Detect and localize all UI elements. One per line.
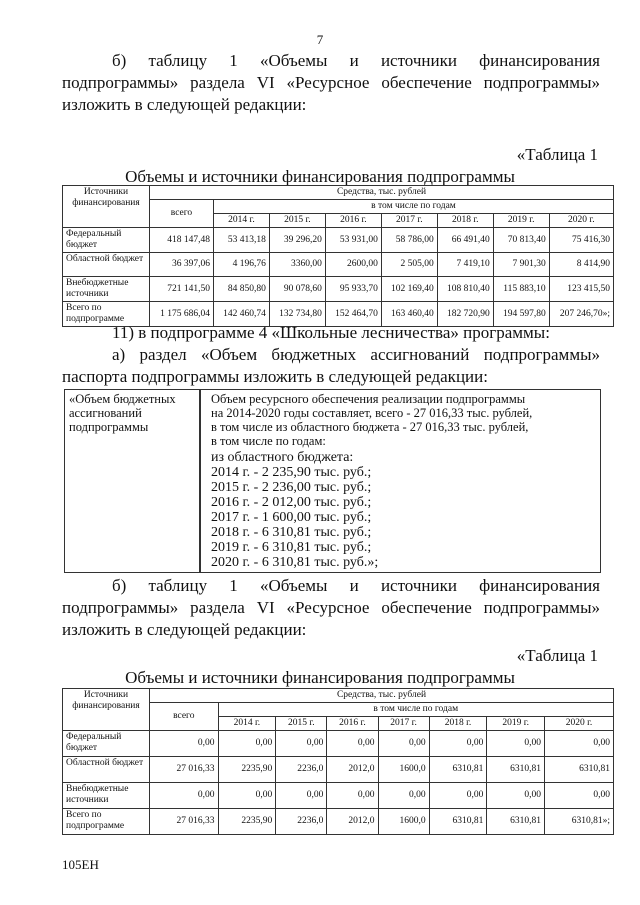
- value-cell: 0,00: [378, 783, 429, 809]
- year-header: 2019 г.: [487, 717, 545, 731]
- value-cell: 108 810,40: [437, 277, 493, 302]
- value-cell: 53 413,18: [213, 228, 269, 253]
- value-cell: 6310,81: [487, 809, 545, 835]
- value-cell: 2012,0: [327, 809, 378, 835]
- passport-label-cell: [64, 389, 200, 573]
- value-cell: 1600,0: [378, 809, 429, 835]
- table1-title: Объемы и источники финансирования подпрограммы: [125, 167, 515, 186]
- year-header: 2020 г.: [549, 214, 613, 228]
- table-row: [63, 228, 614, 253]
- passport-year: 2018 г. - 6 310,81 тыс. руб.;: [211, 525, 372, 540]
- value-cell: 4 196,76: [213, 253, 269, 277]
- year-header: 2015 г.: [276, 717, 327, 731]
- year-header: 2016 г.: [325, 214, 381, 228]
- table-row: [63, 731, 614, 757]
- value-cell: 95 933,70: [325, 277, 381, 302]
- value-cell: 6310,81: [487, 757, 545, 783]
- table1: [62, 185, 614, 327]
- value-cell: 115 883,10: [493, 277, 549, 302]
- passport-years: [211, 450, 590, 570]
- table-row: [63, 253, 614, 277]
- row-label: Внебюджетные источники: [63, 277, 150, 302]
- value-cell: 27 016,33: [150, 809, 219, 835]
- sources-header: Источники финансирования: [63, 689, 150, 731]
- value-cell: 194 597,80: [493, 302, 549, 327]
- value-cell: 2012,0: [327, 757, 378, 783]
- item-a-line1: а) раздел «Объем бюджетных ассигнований подпрограммы»: [112, 345, 600, 364]
- value-cell: 1 175 686,04: [150, 302, 214, 327]
- table-row: [63, 277, 614, 302]
- value-cell: 102 169,40: [381, 277, 437, 302]
- value-cell: 0,00: [218, 731, 276, 757]
- value-cell: 123 415,50: [549, 277, 613, 302]
- value-cell: 0,00: [487, 783, 545, 809]
- passport-year: 2016 г. - 2 012,00 тыс. руб.;: [211, 495, 372, 510]
- item-11: 11) в подпрограмме 4 «Школьные лесничества» программы:: [112, 323, 550, 342]
- value-cell: 0,00: [276, 783, 327, 809]
- table-row: [63, 783, 614, 809]
- year-header: 2014 г.: [213, 214, 269, 228]
- value-cell: 0,00: [429, 783, 487, 809]
- value-cell: 3360,00: [269, 253, 325, 277]
- year-header: 2020 г.: [545, 717, 614, 731]
- value-cell: 163 460,40: [381, 302, 437, 327]
- by-years-header: в том числе по годам: [213, 200, 613, 214]
- value-cell: 0,00: [276, 731, 327, 757]
- passport-year: 2017 г. - 1 600,00 тыс. руб.;: [211, 510, 372, 525]
- value-cell: 53 931,00: [325, 228, 381, 253]
- funds-header: Средства, тыс. рублей: [150, 689, 614, 703]
- value-cell: 0,00: [545, 731, 614, 757]
- table-row: [63, 809, 614, 835]
- value-cell: 66 491,40: [437, 228, 493, 253]
- paragraph-line: изложить в следующей редакции:: [62, 95, 307, 114]
- value-cell: 721 141,50: [150, 277, 214, 302]
- year-header: 2017 г.: [378, 717, 429, 731]
- paragraph-line: подпрограммы» раздела VI «Ресурсное обеспечение подпрограммы»: [62, 598, 600, 617]
- value-cell: 2235,90: [218, 757, 276, 783]
- year-header: 2017 г.: [381, 214, 437, 228]
- table1-label: «Таблица 1: [516, 145, 598, 164]
- passport-year: 2015 г. - 2 236,00 тыс. руб.;: [211, 480, 372, 495]
- value-cell: 75 416,30: [549, 228, 613, 253]
- table2-label: «Таблица 1: [516, 646, 598, 665]
- value-cell: 27 016,33: [150, 757, 219, 783]
- passport-sub: из областного бюджета:: [211, 450, 354, 465]
- value-cell: 2600,00: [325, 253, 381, 277]
- value-cell: 132 734,80: [269, 302, 325, 327]
- value-cell: 0,00: [327, 783, 378, 809]
- value-cell: 70 813,40: [493, 228, 549, 253]
- value-cell: 0,00: [218, 783, 276, 809]
- value-cell: 2 505,00: [381, 253, 437, 277]
- year-header: 2018 г.: [437, 214, 493, 228]
- by-years-header: в том числе по годам: [218, 703, 613, 717]
- total-header: всего: [150, 200, 214, 228]
- table2-title: Объемы и источники финансирования подпрограммы: [125, 668, 515, 687]
- value-cell: 0,00: [545, 783, 614, 809]
- value-cell: 152 464,70: [325, 302, 381, 327]
- total-header: всего: [150, 703, 219, 731]
- section-b-1-cont: [62, 72, 600, 116]
- value-cell: 182 720,90: [437, 302, 493, 327]
- sources-header: Источники финансирования: [63, 186, 150, 228]
- value-cell: 84 850,80: [213, 277, 269, 302]
- section-b-1: [112, 50, 600, 72]
- row-label: Областной бюджет: [63, 757, 150, 783]
- row-label: Всего по подпрограмме: [63, 809, 150, 835]
- section-b-2-cont: [62, 597, 600, 641]
- value-cell: 0,00: [378, 731, 429, 757]
- passport-text: Объем ресурсного обеспечения реализации подпрограммы: [211, 392, 526, 406]
- item-a: [112, 344, 600, 366]
- paragraph-line: подпрограммы» раздела VI «Ресурсное обеспечение подпрограммы»: [62, 73, 600, 92]
- passport-text: в том числе по годам:: [211, 434, 326, 448]
- year-header: 2018 г.: [429, 717, 487, 731]
- year-header: 2014 г.: [218, 717, 276, 731]
- value-cell: 207 246,70»;: [549, 302, 613, 327]
- passport-text: на 2014-2020 годы составляет, всего - 27 016,33 тыс. рублей,: [211, 406, 533, 420]
- row-label: Областной бюджет: [63, 253, 150, 277]
- value-cell: 142 460,74: [213, 302, 269, 327]
- year-header: 2015 г.: [269, 214, 325, 228]
- table-row: [63, 757, 614, 783]
- year-header: 2016 г.: [327, 717, 378, 731]
- value-cell: 36 397,06: [150, 253, 214, 277]
- value-cell: 39 296,20: [269, 228, 325, 253]
- value-cell: 0,00: [487, 731, 545, 757]
- value-cell: 2236,0: [276, 809, 327, 835]
- value-cell: 7 901,30: [493, 253, 549, 277]
- value-cell: 6310,81: [545, 757, 614, 783]
- paragraph-line: б) таблицу 1 «Объемы и источники финансирования: [112, 576, 600, 595]
- value-cell: 0,00: [327, 731, 378, 757]
- value-cell: 7 419,10: [437, 253, 493, 277]
- funds-header: Средства, тыс. рублей: [150, 186, 614, 200]
- value-cell: 0,00: [150, 783, 219, 809]
- value-cell: 2236,0: [276, 757, 327, 783]
- value-cell: 90 078,60: [269, 277, 325, 302]
- value-cell: 418 147,48: [150, 228, 214, 253]
- passport-text: в том числе из областного бюджета - 27 016,33 тыс. рублей,: [211, 420, 529, 434]
- value-cell: 0,00: [429, 731, 487, 757]
- item-a-line2: паспорта подпрограммы изложить в следующей редакции:: [62, 367, 488, 386]
- passport-year: 2014 г. - 2 235,90 тыс. руб.;: [211, 465, 372, 480]
- year-header: 2019 г.: [493, 214, 549, 228]
- footer-code: 105ЕН: [62, 857, 99, 872]
- row-label: Федеральный бюджет: [63, 731, 150, 757]
- value-cell: 0,00: [150, 731, 219, 757]
- section-b-2: [112, 575, 600, 597]
- value-cell: 6310,81»;: [545, 809, 614, 835]
- value-cell: 58 786,00: [381, 228, 437, 253]
- passport-label: «Объем бюджетных ассигнований подпрограммы: [69, 392, 176, 434]
- table2: [62, 688, 614, 835]
- passport-year: 2019 г. - 6 310,81 тыс. руб.;: [211, 540, 372, 555]
- row-label: Внебюджетные источники: [63, 783, 150, 809]
- page-number: 7: [316, 32, 324, 47]
- value-cell: 2235,90: [218, 809, 276, 835]
- value-cell: 6310,81: [429, 809, 487, 835]
- value-cell: 8 414,90: [549, 253, 613, 277]
- value-cell: 1600,0: [378, 757, 429, 783]
- paragraph-line: б) таблицу 1 «Объемы и источники финансирования: [112, 51, 600, 70]
- paragraph-line: изложить в следующей редакции:: [62, 620, 307, 639]
- passport-value-cell: [200, 389, 601, 573]
- passport-year: 2020 г. - 6 310,81 тыс. руб.»;: [211, 555, 379, 570]
- row-label: Всего по подпрограмме: [63, 302, 150, 327]
- row-label: Федеральный бюджет: [63, 228, 150, 253]
- value-cell: 6310,81: [429, 757, 487, 783]
